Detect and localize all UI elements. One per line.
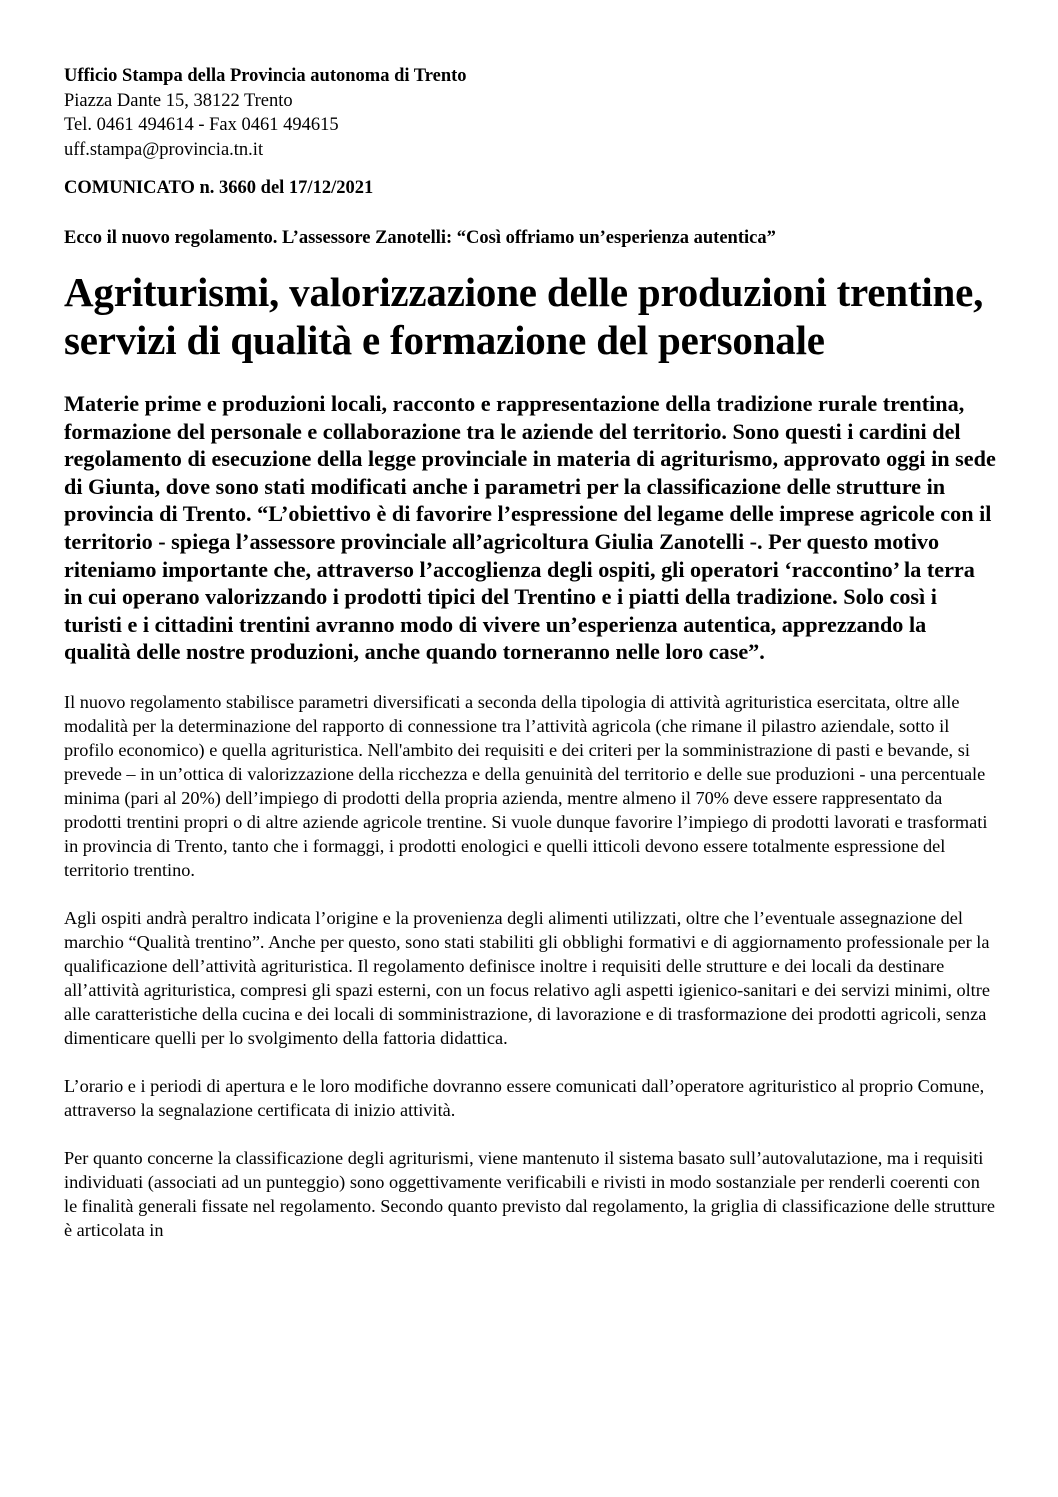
- headline: Agriturismi, valorizzazione delle produzioni trentine, servizi di qualità e formazione del personale: [64, 269, 984, 363]
- body-paragraph: Il nuovo regolamento stabilisce parametri diversificati a seconda della tipologia di attività agrituristica esercitata, oltre alle modalità per la determinazione del rapporto di connessione tra l’attività agricola (che rimane il pilastro aziendale, sotto il profilo economico) e quella agrituristica. Nell'ambito dei requisiti e dei criteri per la somministrazione di pasti e bevande, si prevede – in un’ottica di valorizzazione della ricchezza e della genuinità del territorio e delle sue produzioni - una percentuale minima (pari al 20%) dell’impiego di prodotti della propria azienda, mentre almeno il 70% deve essere rappresentato da prodotti trentini propri o di altre aziende agricole trentine. Si vuole dunque favorire l’impiego di prodotti lavorati e trasformati in provincia di Trento, tanto che i formaggi, i prodotti enologici e quelli itticoli devono essere totalmente espressione del territorio trentino.: [64, 691, 988, 880]
- lead-paragraph: Materie prime e produzioni locali, racconto e rappresentazione della tradizione rurale trentina, formazione del personale e collaborazione tra le aziende del territorio. Sono questi i cardini del regolamento di esecuzione della legge provinciale in materia di agriturismo, approvato oggi in sede di Giunta, dove sono stati modificati anche i parametri per la classificazione delle strutture in provincia di Trento. “L’obiettivo è di favorire l’espressione del legame delle imprese agricole con il territorio - spiega l’assessore provinciale all’agricoltura Giulia Zanotelli -. Per questo motivo riteniamo importante che, attraverso l’accoglienza degli ospiti, gli operatori ‘raccontino’ la terra in cui operano valorizzando i prodotti tipici del Trentino e i piatti della tradizione. Solo così i turisti e i cittadini trentini avranno modo di vivere un’esperienza autentica, apprezzando la qualità delle nostre produzioni, anche quando torneranno nelle loro case”.: [64, 391, 996, 665]
- office-header: [64, 64, 996, 162]
- office-name: Ufficio Stampa della Provincia autonoma di Trento: [64, 66, 467, 86]
- comunicato-number: COMUNICATO n. 3660 del 17/12/2021: [64, 178, 374, 198]
- kicker: Ecco il nuovo regolamento. L’assessore Zanotelli: “Così offriamo un’esperienza autentica”: [64, 228, 776, 248]
- body-paragraph: L’orario e i periodi di apertura e le loro modifiche dovranno essere comunicati dall’operatore agrituristico al proprio Comune, attraverso la segnalazione certificata di inizio attività.: [64, 1075, 985, 1120]
- office-address: Piazza Dante 15, 38122 Trento: [64, 90, 293, 111]
- body-paragraph: Per quanto concerne la classificazione degli agriturismi, viene mantenuto il sistema basato sull’autovalutazione, ma i requisiti individuati (associati ad un punteggio) sono oggettivamente verificabili e rivisti in modo sostanziale per renderli coerenti con le finalità generali fissate nel regolamento. Secondo quanto previsto dal regolamento, la griglia di classificazione delle strutture è articolata in: [64, 1147, 996, 1240]
- body-paragraph: Agli ospiti andrà peraltro indicata l’origine e la provenienza degli alimenti utilizzati, oltre che l’eventuale assegnazione del marchio “Qualità trentino”. Anche per questo, sono stati stabiliti gli obblighi formativi e di aggiornamento professionale per la qualificazione dell’attività agrituristica. Il regolamento definisce inoltre i requisiti delle strutture e dei locali da destinare all’attività agrituristica, compresi gli spazi esterni, con un focus relativo agli aspetti igienico-sanitari e dei servizi minimi, oltre alle caratteristiche della cucina e dei locali di somministrazione, di lavorazione e di trasformazione dei prodotti agricoli, senza dimenticare quelli per lo svolgimento della fattoria didattica.: [64, 907, 990, 1048]
- article-body: [64, 690, 996, 1242]
- office-email: uff.stampa@provincia.tn.it: [64, 139, 264, 160]
- office-phone-fax: Tel. 0461 494614 - Fax 0461 494615: [64, 115, 339, 135]
- press-release-page: [64, 64, 996, 1242]
